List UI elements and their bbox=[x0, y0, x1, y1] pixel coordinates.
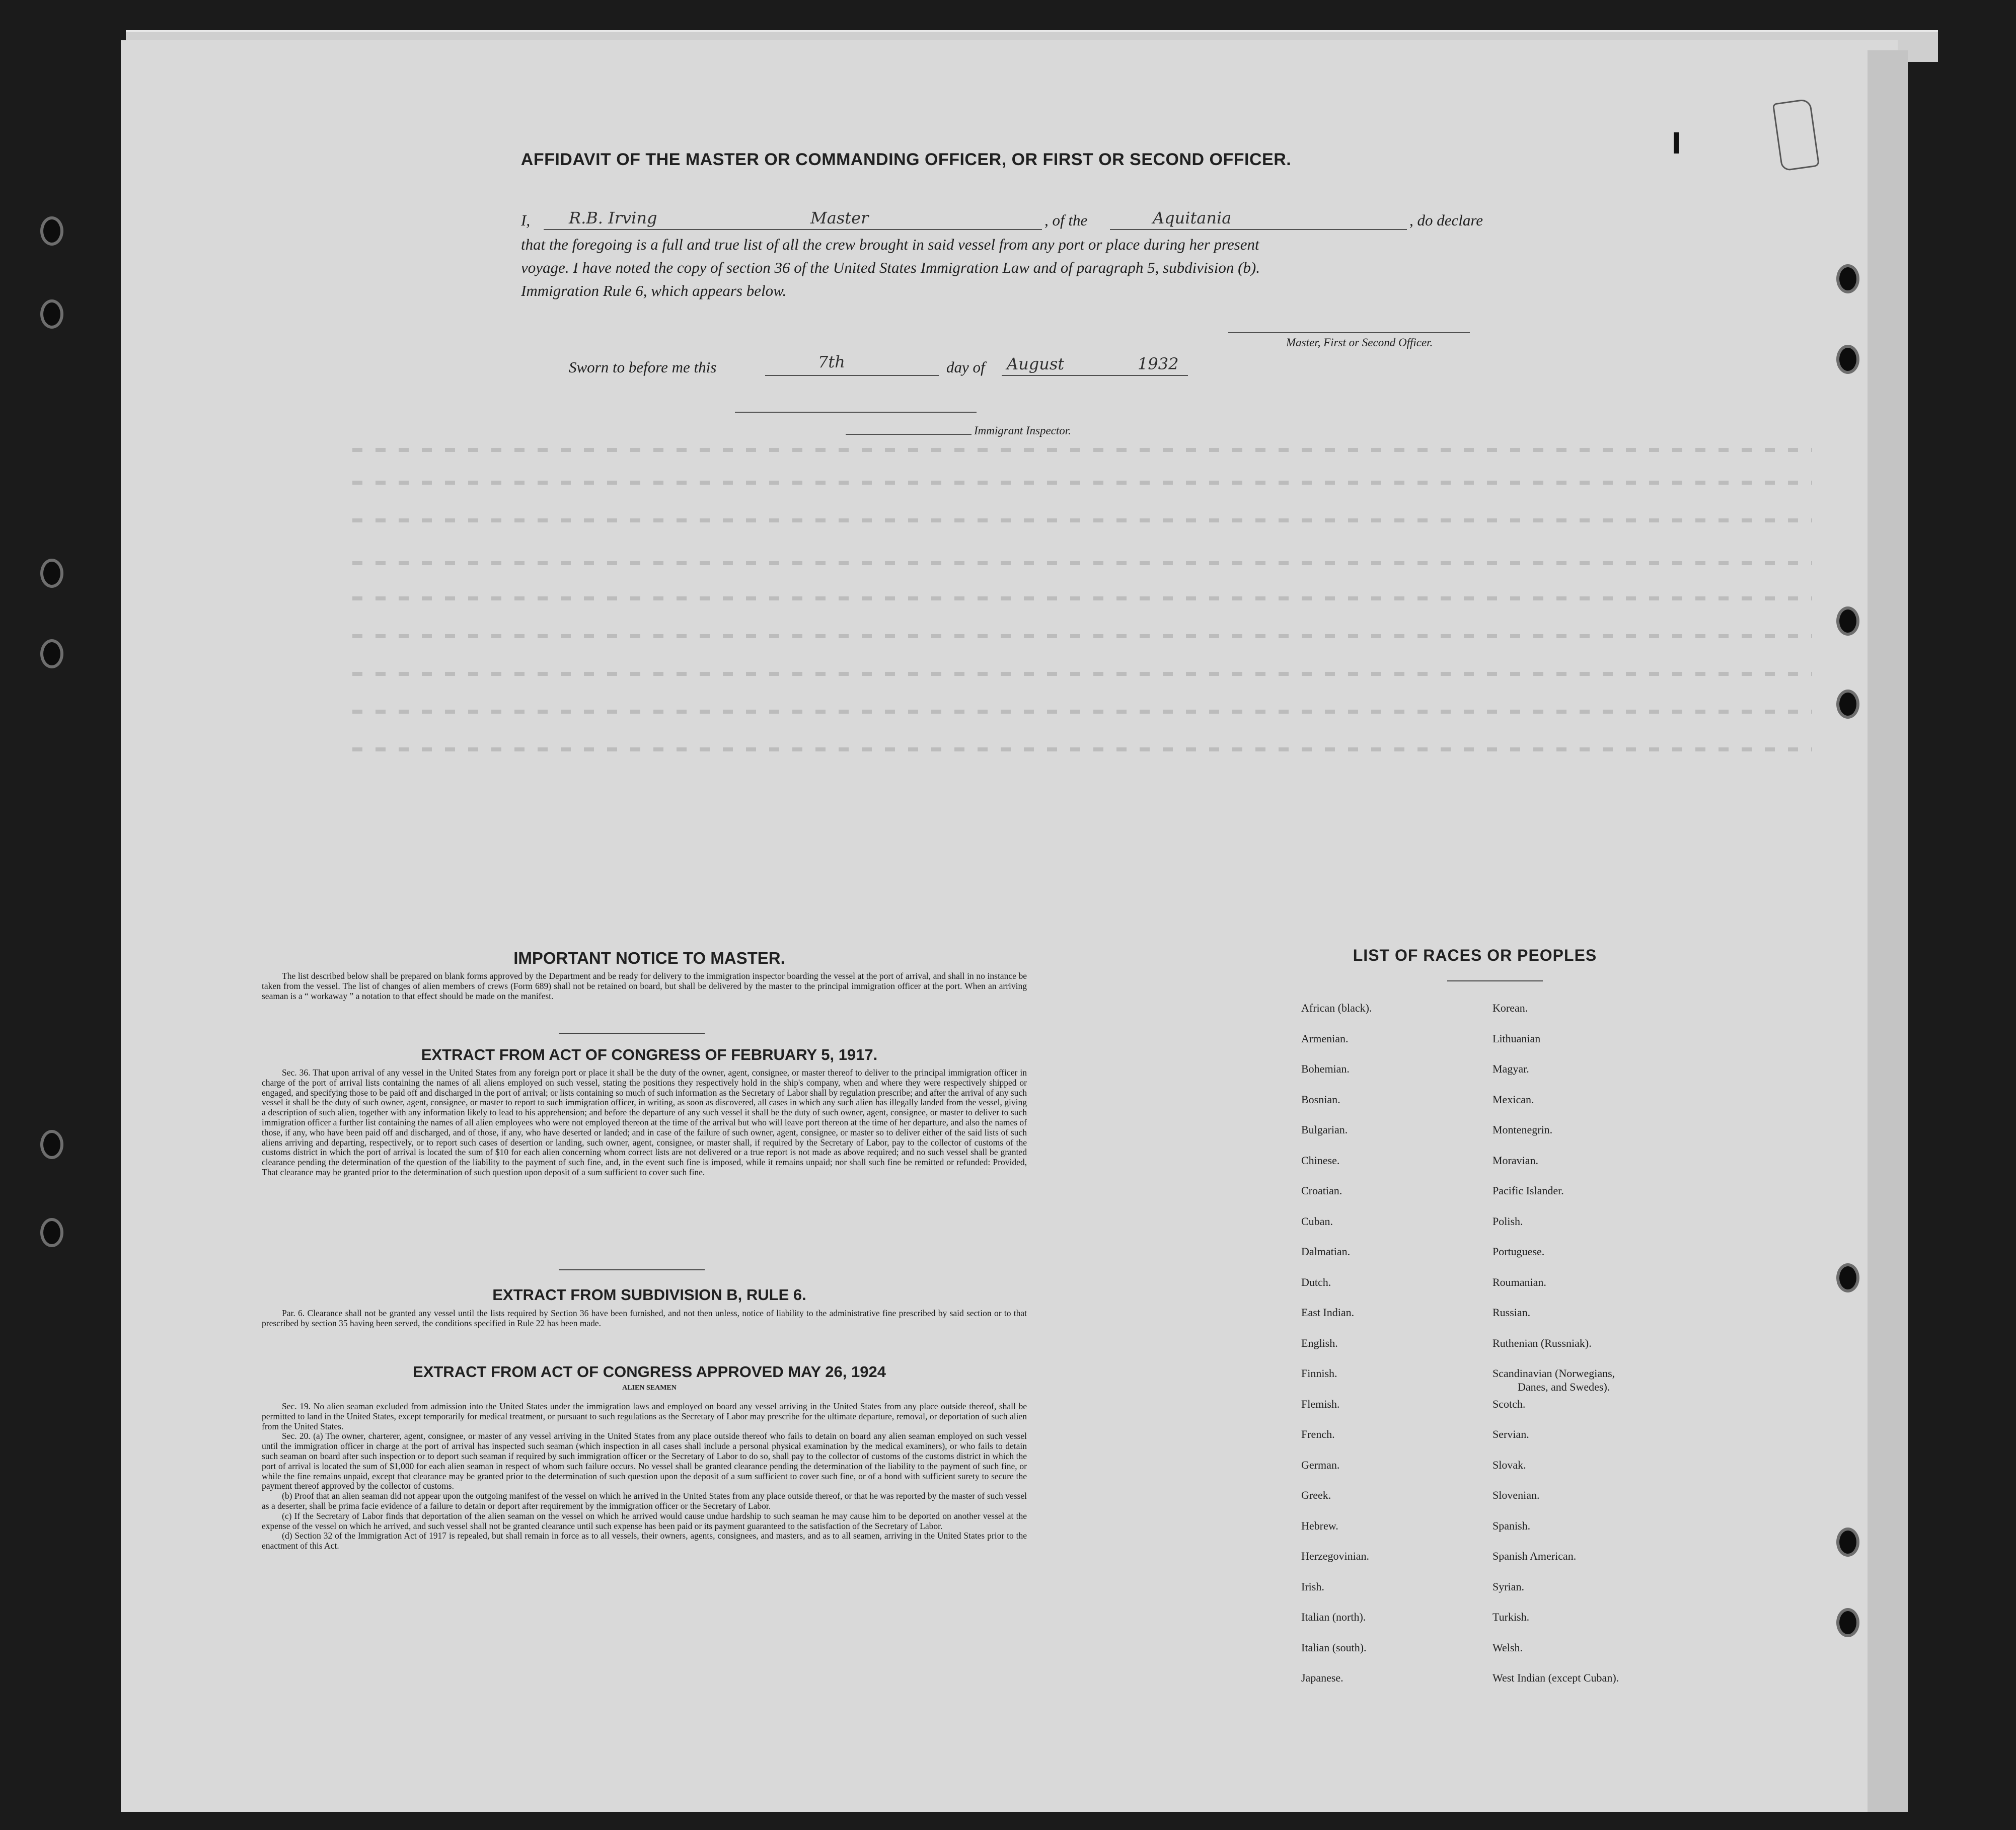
sworn-year: 1932 bbox=[1138, 354, 1179, 373]
inspector-line-2 bbox=[846, 434, 972, 435]
races-title: LIST OF RACES OR PEOPLES bbox=[1353, 946, 1597, 964]
extract-1917-paragraph: Sec. 36. That upon arrival of any vessel in the United States from any foreign port or place it shall be the duty of the owner, agent, consignee, or master thereof to deliver to the principal immigration officer in charge of the port of arrival lists containing the names of all aliens employed on such vessel, stating the positions they respectively hold in the ship's company, when and where they were respectively shipped or engaged, and specifying those to be paid off and discharged in the port of arrival; or lists containing so much of such information as the Secretary of Labor shall by regulation prescribe; and after the arrival of any such vessel it shall be the duty of such owner, agent, consignee, or master to report to such immigration officer, in writing, as soon as discovered, all cases in which any such alien has illegally landed from the vessel, giving a description of such alien, together with any information likely to lead to his apprehension; and before the departure of any such vessel it shall be the duty of such owner, agent, consignee, or master to deliver to such immigration officer a further list containing the names of all alien employees who were not employed thereon at the time of the arrival but who will leave port thereon at the time of her departure, and also the names of those, if any, who have been paid off and discharged, and of those, if any, who have deserted or landed; and in case of the failure of such owner, agent, consignee, or master so to deliver either of the said lists of such aliens arriving and departing, respectively, or to report such cases of desertion or landing, such owner, agent, consignee, or master shall, if required by the Secretary of Labor, pay to the collector of customs of the customs district in which the port of arrival is located the sum of $10 for each alien concerning whom correct lists are not delivered or a true report is not made as above required; and no such vessel shall be granted clearance pending the determination of the question of the liability to the payment of such fine, and, in the event such fine is imposed, while it remains unpaid; nor shall such fine be remitted or refunded: Provided, That clearance may be granted prior to the determination of such question upon deposit of a sum sufficient to cover such fine. bbox=[262, 1068, 1027, 1177]
race-item: Ruthenian (Russniak). bbox=[1492, 1336, 1592, 1349]
separator bbox=[559, 1269, 705, 1270]
affidavit-i: I, bbox=[521, 211, 531, 229]
race-item: Slovak. bbox=[1492, 1458, 1526, 1471]
extract-1924-sec20d: (d) Section 32 of the Immigration Act of 1917 is repealed, but shall remain in force as to all vessels, their owners, agents, consignees, and masters, and as to all seamen, arriving in the United States prior to the enactment of this Act. bbox=[262, 1531, 1027, 1551]
punch-hole bbox=[1836, 345, 1859, 374]
notice-paragraph: The list described below shall be prepared on blank forms approved by the Department and be ready for delivery to the immigration inspector boarding the vessel at the port of arrival, and shall in no instance be taken from the vessel. The list of changes of alien members of crews (Form 689) shall not be retained on board, but shall be delivered by the master to the principal immigration officer at the port. When an arriving seaman is a “ workaway ” a notation to that effect should be made on the manifest. bbox=[262, 971, 1027, 1001]
page-right-strip bbox=[1868, 50, 1908, 1812]
inspector-line bbox=[735, 412, 977, 413]
signature-caption: Master, First or Second Officer. bbox=[1286, 336, 1433, 349]
affidavit-line-2: that the foregoing is a full and true list of all the crew brought in said vessel from any port or place during her present bbox=[521, 236, 1259, 253]
extract-1924-body bbox=[262, 1402, 1027, 1551]
race-item: Welsh. bbox=[1492, 1641, 1523, 1654]
race-item: English. bbox=[1301, 1336, 1338, 1349]
race-item: Slovenian. bbox=[1492, 1489, 1540, 1501]
race-item: Syrian. bbox=[1492, 1580, 1524, 1593]
race-item: Pacific Islander. bbox=[1492, 1184, 1564, 1197]
extract-1917-title: EXTRACT FROM ACT OF CONGRESS OF FEBRUARY 5, 1917. bbox=[421, 1046, 878, 1063]
sworn-month: August bbox=[1007, 354, 1065, 373]
race-item: Servian. bbox=[1492, 1428, 1529, 1440]
punch-hole bbox=[40, 299, 63, 329]
notice-body bbox=[262, 971, 1027, 1001]
race-item: Russian. bbox=[1492, 1306, 1531, 1319]
bleed-through-row bbox=[352, 518, 1812, 522]
race-item: Polish. bbox=[1492, 1214, 1523, 1228]
ink-mark bbox=[1674, 132, 1679, 154]
race-item: Bosnian. bbox=[1301, 1093, 1340, 1106]
race-item: Greek. bbox=[1301, 1489, 1331, 1501]
race-item: Dutch. bbox=[1301, 1275, 1331, 1288]
race-item: Cuban. bbox=[1301, 1214, 1333, 1228]
name-line bbox=[544, 229, 1042, 230]
extract-1924-sec20b: (b) Proof that an alien seaman did not appear upon the outgoing manifest of the vessel on which he arrived in the United States from any place outside thereof, or that he was reported by the master of such vessel as a deserter, shall be prima facie evidence of a failure to detain or deport after requirement by the immigration officer or the Secretary of Labor. bbox=[262, 1491, 1027, 1511]
race-item: Scandinavian (Norwegians, bbox=[1492, 1367, 1615, 1380]
race-item: Chinese. bbox=[1301, 1154, 1340, 1167]
race-item: Bulgarian. bbox=[1301, 1123, 1348, 1136]
day-of-label: day of bbox=[946, 358, 985, 376]
race-item: Armenian. bbox=[1301, 1032, 1349, 1045]
day-line bbox=[765, 375, 939, 376]
notice-title: IMPORTANT NOTICE TO MASTER. bbox=[513, 949, 785, 967]
race-item: Hebrew. bbox=[1301, 1519, 1338, 1532]
affidavit-line-4: Immigration Rule 6, which appears below. bbox=[521, 282, 787, 299]
punch-hole bbox=[40, 1130, 63, 1159]
separator bbox=[559, 1033, 705, 1034]
race-item: Magyar. bbox=[1492, 1062, 1529, 1075]
extract-1924-subtitle: ALIEN SEAMEN bbox=[622, 1384, 677, 1392]
race-item-continuation: Danes, and Swedes). bbox=[1518, 1381, 1610, 1393]
race-item: Finnish. bbox=[1301, 1367, 1337, 1380]
extract-rule6-title: EXTRACT FROM SUBDIVISION B, RULE 6. bbox=[492, 1286, 806, 1304]
extract-1924-title: EXTRACT FROM ACT OF CONGRESS APPROVED MAY 26, 1924 bbox=[413, 1363, 886, 1381]
punch-hole bbox=[1836, 1528, 1859, 1557]
race-item: Korean. bbox=[1492, 1002, 1528, 1014]
race-item: Moravian. bbox=[1492, 1154, 1539, 1167]
race-item: East Indian. bbox=[1301, 1306, 1355, 1319]
of-the-label: , of the bbox=[1044, 211, 1088, 229]
race-item: Montenegrin. bbox=[1492, 1123, 1553, 1136]
do-declare-label: , do declare bbox=[1409, 211, 1483, 229]
sworn-day: 7th bbox=[818, 352, 845, 371]
separator bbox=[1447, 980, 1543, 981]
race-item: Scotch. bbox=[1492, 1397, 1526, 1410]
race-item: Mexican. bbox=[1492, 1093, 1534, 1106]
month-line bbox=[1002, 375, 1188, 376]
extract-1924-sec19: Sec. 19. No alien seaman excluded from admission into the United States under the immigration laws and employed on board any vessel arriving in the United States from any place outside thereof, shall be permitted to land in the United States, except temporarily for medical treatment, or pursuant to such regulations as the Secretary of Labor may prescribe for the ultimate departure, removal, or deportation of such alien from the United States. bbox=[262, 1401, 1027, 1431]
race-item: Dalmatian. bbox=[1301, 1245, 1351, 1258]
affidavit-title: AFFIDAVIT OF THE MASTER OR COMMANDING OFFICER, OR FIRST OR SECOND OFFICER. bbox=[520, 150, 1292, 169]
race-item: Turkish. bbox=[1492, 1611, 1530, 1623]
extract-rule6-body bbox=[262, 1309, 1027, 1329]
race-item: Flemish. bbox=[1301, 1397, 1340, 1410]
punch-hole bbox=[1836, 606, 1859, 636]
race-item: Bohemian. bbox=[1301, 1062, 1350, 1075]
race-item: West Indian (except Cuban). bbox=[1492, 1671, 1619, 1684]
extract-rule6-paragraph: Par. 6. Clearance shall not be granted any vessel until the lists required by Section 36 have been furnished, and not then unless, notice of liability to the administrative fine prescribed by said section or to that prescribed by section 35 having been served, the conditions specified in Rule 22 has been made. bbox=[262, 1308, 1027, 1328]
race-item: French. bbox=[1301, 1428, 1335, 1440]
master-name: R.B. Irving bbox=[569, 208, 657, 227]
bleed-through-row bbox=[352, 710, 1812, 714]
punch-hole bbox=[40, 559, 63, 588]
punch-hole bbox=[40, 639, 63, 668]
bleed-through-row bbox=[352, 481, 1812, 485]
punch-hole bbox=[1836, 264, 1859, 293]
race-item: Roumanian. bbox=[1492, 1275, 1546, 1288]
punch-hole bbox=[1836, 1608, 1859, 1637]
bleed-through-row bbox=[352, 596, 1812, 600]
inspector-caption: Immigrant Inspector. bbox=[974, 424, 1071, 437]
race-item: Japanese. bbox=[1301, 1671, 1343, 1684]
bleed-through-row bbox=[352, 561, 1812, 565]
race-item: Spanish. bbox=[1492, 1519, 1531, 1532]
sworn-label: Sworn to before me this bbox=[569, 358, 717, 376]
bleed-through-row bbox=[352, 747, 1812, 751]
race-item: African (black). bbox=[1301, 1002, 1372, 1014]
race-item: Portuguese. bbox=[1492, 1245, 1545, 1258]
master-rank: Master bbox=[810, 208, 869, 227]
race-item: German. bbox=[1301, 1458, 1340, 1471]
race-item: Croatian. bbox=[1301, 1184, 1342, 1197]
signature-line bbox=[1228, 332, 1470, 333]
vessel-name: Aquitania bbox=[1153, 208, 1232, 227]
punch-hole bbox=[1836, 1263, 1859, 1292]
race-item: Spanish American. bbox=[1492, 1550, 1577, 1562]
bleed-through-row bbox=[352, 448, 1812, 452]
bleed-through-row bbox=[352, 634, 1812, 638]
punch-hole bbox=[1836, 690, 1859, 719]
affidavit-line-3: voyage. I have noted the copy of section 36 of the United States Immigration Law and of paragraph 5, subdivision (b). bbox=[521, 259, 1260, 276]
race-item: Lithuanian bbox=[1492, 1032, 1541, 1045]
punch-hole bbox=[40, 216, 63, 246]
race-item: Irish. bbox=[1301, 1580, 1324, 1593]
extract-1924-sec20c: (c) If the Secretary of Labor finds that deportation of the alien seaman on the vessel on which he arrived would cause undue hardship to such seaman he may cause him to be deported on another vessel at the expense of the vessel on which he arrived, and such vessel shall not be granted clearance until such expense has been paid or its payment guaranteed to the satisfaction of the Secretary of Labor. bbox=[262, 1510, 1027, 1531]
extract-1924-sec20a: Sec. 20. (a) The owner, charterer, agent, consignee, or master of any vessel arriving in the United States from any place outside thereof who fails to detain on board any alien seaman employed on such vessel until the immigration officer in charge at the port of arrival has inspected such seaman (which inspection in all cases shall include a personal physical examination by the medical examiners), or who fails to detain such seaman on board after such inspection or to deport such seaman if required by such immigration officer or the Secretary of Labor to do so, shall pay to the collector of customs of the customs district in which the port of arrival is located the sum of $1,000 for each alien seaman in respect of whom such failure occurs. No vessel shall be granted clearance pending the determination of the liability to the payment of such fine, or while the fine remains unpaid, except that clearance may be granted prior to the determination of such question upon the deposit of a sum sufficient to cover such fine, or of a bond with sufficient surety to secure the payment thereof approved by the collector of customs. bbox=[262, 1431, 1027, 1491]
extract-1917-body bbox=[262, 1068, 1027, 1178]
punch-hole bbox=[40, 1218, 63, 1247]
bleed-through-row bbox=[352, 672, 1812, 676]
race-item: Italian (south). bbox=[1301, 1641, 1367, 1654]
race-item: Herzegovinian. bbox=[1301, 1550, 1369, 1562]
vessel-line bbox=[1110, 229, 1407, 230]
race-item: Italian (north). bbox=[1301, 1611, 1366, 1623]
